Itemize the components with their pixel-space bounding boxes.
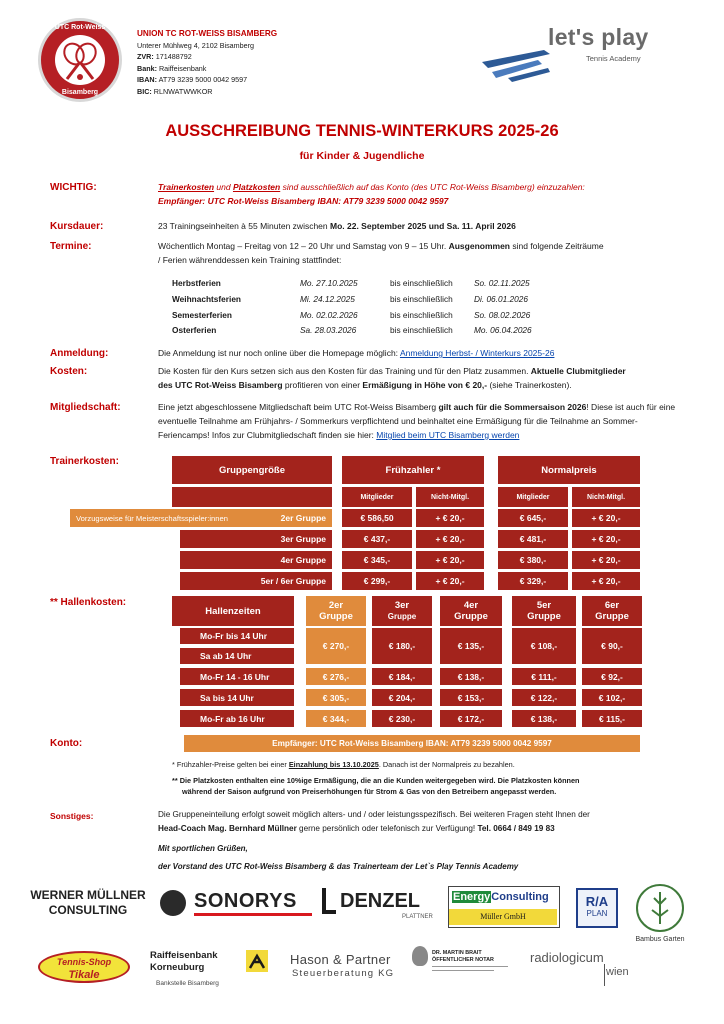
kursdauer-text: 23 Trainingseinheiten à 55 Minuten zwischen Mo. 22. September 2025 und Sa. 11. April 2026 bbox=[158, 221, 516, 231]
hall-time: Mo-Fr ab 16 Uhr bbox=[180, 710, 294, 727]
note-early: * Frühzahler-Preise gelten bei einer Einzahlung bis 13.10.2025. Danach ist der Normalpreis zu bezahlen. bbox=[172, 760, 515, 769]
hall-th-col: 5er Gruppe bbox=[512, 596, 576, 626]
th-norm-mem: Mitglieder bbox=[498, 487, 568, 507]
hall-th-col: 6er Gruppe bbox=[582, 596, 642, 626]
label-konto: Konto: bbox=[50, 738, 83, 749]
konto-bar: Empfänger: UTC Rot-Weiss Bisamberg IBAN: AT79 3239 5000 0042 9597 bbox=[184, 735, 640, 752]
tr-early-mem: € 586,50 bbox=[342, 509, 412, 527]
hall-cell: € 276,- bbox=[306, 668, 366, 685]
tr-norm-mem: € 380,- bbox=[498, 551, 568, 569]
hall-time: Mo-Fr bis 14 Uhr bbox=[180, 628, 294, 644]
label-mitgliedschaft: Mitgliedschaft: bbox=[50, 402, 121, 413]
notar-emblem-icon bbox=[412, 946, 428, 966]
tr-norm-mem: € 329,- bbox=[498, 572, 568, 590]
tr-group: 3er Gruppe bbox=[180, 530, 332, 548]
club-zvr: 171488792 bbox=[155, 52, 192, 62]
hall-cell: € 138,- bbox=[440, 668, 502, 685]
sponsor-raiffeisen: Raiffeisenbank Korneuburg bbox=[150, 950, 218, 973]
signoff: der Vorstand des UTC Rot-Weiss Bisamberg & das Trainerteam der Let`s Play Tennis Academy bbox=[158, 862, 519, 871]
hall-cell: € 102,- bbox=[582, 689, 642, 706]
page-subtitle: für Kinder & Jugendliche bbox=[299, 150, 425, 162]
club-name: UNION TC ROT-WEISS BISAMBERG bbox=[137, 29, 278, 38]
sponsor-radiologicum-wien: wien bbox=[606, 966, 629, 978]
tr-group: 2er Gruppe bbox=[280, 513, 326, 523]
wichtig-text: Trainerkosten und Platzkosten sind ausschließlich auf das Konto (des UTC Rot-Weiss Bisamberg) einzuzahlen: Empfänger: UTC Rot-Weiss Bisamberg IBAN: AT79 3239 5000 0042 9597 bbox=[158, 182, 585, 206]
club-bank: Raiffeisenbank bbox=[158, 63, 207, 73]
hall-cell: € 344,- bbox=[306, 710, 366, 727]
sponsor-tennis-shop-tikale: Tennis-Shop Tikale bbox=[38, 951, 130, 983]
hall-cell: € 305,- bbox=[306, 689, 366, 706]
denzel-mark-icon bbox=[322, 888, 336, 914]
hall-cell: € 122,- bbox=[512, 689, 576, 706]
notar-line-1 bbox=[432, 966, 508, 967]
tr-norm-non: + € 20,- bbox=[572, 572, 640, 590]
hall-cell: € 153,- bbox=[440, 689, 502, 706]
tr-norm-mem: € 481,- bbox=[498, 530, 568, 548]
radiologicum-divider bbox=[604, 964, 605, 986]
greeting: Mit sportlichen Grüßen, bbox=[158, 844, 248, 853]
tr-early-mem: € 299,- bbox=[342, 572, 412, 590]
raiffeisen-gable-icon bbox=[246, 950, 268, 972]
hall-cell: € 138,- bbox=[512, 710, 576, 727]
th-normal: Normalpreis bbox=[498, 456, 640, 484]
hall-cell: € 230,- bbox=[372, 710, 432, 727]
club-iban: AT79 3239 5000 0042 9597 bbox=[158, 75, 248, 85]
sonstiges-text: Die Gruppeneinteilung erfolgt soweit möglich alters- und / oder leistungsspezifisch. Bei weiteren Fragen steht Ihnen der Head-Coach Mag. Bernhard Müllner gerne persönlich oder telefonisch zur Verfügung! Tel. 0664 / 849 19 83 bbox=[158, 810, 590, 833]
hall-cell: € 204,- bbox=[372, 689, 432, 706]
tr-early-mem: € 345,- bbox=[342, 551, 412, 569]
th-norm-non: Nicht-Mitgl. bbox=[572, 487, 640, 507]
sponsor-bambus: Bambus Garten bbox=[635, 936, 685, 943]
hall-th-col: 3er Gruppe bbox=[372, 596, 432, 626]
pre-label: Vorzugsweise für Meisterschaftsspieler:innen bbox=[76, 513, 228, 523]
th-early: Frühzahler * bbox=[342, 456, 484, 484]
th-early-mem: Mitglieder bbox=[342, 487, 412, 507]
tr-norm-mem: € 645,- bbox=[498, 509, 568, 527]
anmeldung-link[interactable]: Anmeldung Herbst- / Winterkurs 2025-26 bbox=[399, 348, 555, 358]
tr-early-mem: € 437,- bbox=[342, 530, 412, 548]
sponsor-werner-muellner: WERNER MÜLLNER CONSULTING bbox=[30, 888, 146, 917]
sponsor-ra-plan: R/A PLAN bbox=[576, 888, 618, 928]
club-info: UNION TC ROT-WEISS BISAMBERG Unterer Mühlweg 4, 2102 Bisamberg ZVR: 171488792 Bank: Raiffeisenbank IBAN: AT79 3239 5000 0042 9597 BIC: RLNWATWWKOR bbox=[137, 29, 278, 96]
denzel-sub: PLATTNER bbox=[402, 914, 433, 920]
notar-line-2 bbox=[432, 970, 494, 971]
club-bic: RLNWATWWKOR bbox=[153, 86, 213, 96]
sponsor-energy-consulting: EnergyConsulting Müller GmbH bbox=[448, 886, 560, 928]
partner-logo-text: let's play bbox=[548, 24, 649, 50]
hall-th-col: 2er Gruppe bbox=[306, 596, 366, 626]
tr-norm-non: + € 20,- bbox=[572, 551, 640, 569]
hall-cell: € 108,- bbox=[512, 628, 576, 664]
mitgliedschaft-text: Eine jetzt abgeschlossene Mitgliedschaft beim UTC Rot-Weiss Bisamberg gilt auch für die Sommersaison 2026! Diese ist auch für eine eventuelle Teilnahme am Frühjahrs- / Sommerkurs verpflichtend und beinhaltet eine Ermäßigung für die Teilnahme an Sommer-Feriencamps! Infos zur Clubmitgliedschaft finden sie hier: Mitglied beim UTC Bisamberg werden bbox=[158, 402, 676, 440]
th-early-non: Nicht-Mitgl. bbox=[416, 487, 484, 507]
label-wichtig: WICHTIG: bbox=[50, 182, 97, 193]
tr-group: 5er / 6er Gruppe bbox=[180, 572, 332, 590]
partner-logo-sub: Tennis Academy bbox=[586, 54, 641, 63]
page-title: AUSSCHREIBUNG TENNIS-WINTERKURS 2025-26 bbox=[165, 122, 559, 140]
hall-cell: € 115,- bbox=[582, 710, 642, 727]
tr-norm-non: + € 20,- bbox=[572, 530, 640, 548]
sponsor-crest-icon bbox=[160, 890, 186, 916]
club-logo-ring-top: UTC Rot-Weiss bbox=[54, 24, 106, 31]
hall-time: Sa bis 14 Uhr bbox=[180, 689, 294, 706]
tr-early-non: + € 20,- bbox=[416, 572, 484, 590]
hall-cell: € 180,- bbox=[372, 628, 432, 664]
th-group: Gruppengröße bbox=[172, 456, 332, 484]
sonorys-underline bbox=[194, 913, 312, 916]
raiffeisen-branch: Bankstelle Bisamberg bbox=[156, 980, 219, 987]
tr-norm-non: + € 20,- bbox=[572, 509, 640, 527]
bambus-logo-icon bbox=[636, 884, 684, 932]
tr-early-non: + € 20,- bbox=[416, 551, 484, 569]
hall-cell: € 92,- bbox=[582, 668, 642, 685]
hall-cell: € 270,- bbox=[306, 628, 366, 664]
label-hallenkosten: ** Hallenkosten: bbox=[50, 597, 127, 608]
hall-time: Sa ab 14 Uhr bbox=[180, 648, 294, 664]
mitglied-link[interactable]: Mitglied beim UTC Bisamberg werden bbox=[376, 430, 520, 440]
hall-cell: € 111,- bbox=[512, 668, 576, 685]
sponsor-sonorys: SONORYS bbox=[194, 890, 297, 912]
tr-early-non: + € 20,- bbox=[416, 530, 484, 548]
sponsor-hason: Hason & Partner bbox=[290, 952, 391, 967]
hall-cell: € 135,- bbox=[440, 628, 502, 664]
label-sonstiges: Sonstiges: bbox=[50, 811, 94, 821]
tr-early-non: + € 20,- bbox=[416, 509, 484, 527]
club-address: Unterer Mühlweg 4, 2102 Bisamberg bbox=[137, 40, 255, 50]
label-anmeldung: Anmeldung: bbox=[50, 348, 109, 359]
club-logo-ring-bottom: Bisamberg bbox=[61, 89, 99, 96]
sponsor-notar: DR. MARTIN BRAIT ÖFFENTLICHER NOTAR bbox=[432, 950, 494, 963]
anmeldung-text: Die Anmeldung ist nur noch online über die Homepage möglich: Anmeldung Herbst- / Winterkurs 2025-26 bbox=[158, 348, 555, 358]
hall-th-col: 4er Gruppe bbox=[440, 596, 502, 626]
hall-cell: € 90,- bbox=[582, 628, 642, 664]
label-kursdauer: Kursdauer: bbox=[50, 221, 104, 232]
label-termine: Termine: bbox=[50, 241, 92, 252]
kosten-text: Die Kosten für den Kurs setzen sich aus den Kosten für das Training und für den Platz zusammen. Aktuelle Clubmitglieder des UTC Rot-Weiss Bisamberg profitieren von einer Ermäßigung in Höhe von € 20,- (siehe Trainerkosten). bbox=[158, 366, 626, 390]
sponsor-denzel: DENZEL bbox=[340, 890, 420, 912]
hall-th-times: Hallenzeiten bbox=[172, 596, 294, 626]
hall-cell: € 184,- bbox=[372, 668, 432, 685]
hall-time: Mo-Fr 14 - 16 Uhr bbox=[180, 668, 294, 685]
note-hall: ** Die Platzkosten enthalten eine 10%ige Ermäßigung, die an die Kunden weitergegeben wird. Die Platzkosten können während der Saison aufgrund von Preiserhöhungen für Strom & Gas von den Betreibern angepasst werden. bbox=[172, 776, 580, 796]
sponsor-radiologicum: radiologicum bbox=[530, 950, 604, 965]
sponsor-hason-sub: Steuerberatung KG bbox=[292, 968, 395, 979]
club-logo bbox=[38, 18, 122, 102]
label-kosten: Kosten: bbox=[50, 366, 88, 377]
hall-cell: € 172,- bbox=[440, 710, 502, 727]
crossed-rackets-icon bbox=[55, 35, 105, 85]
tr-group: 4er Gruppe bbox=[180, 551, 332, 569]
th-empty bbox=[172, 487, 332, 507]
table-row bbox=[70, 509, 332, 527]
label-trainerkosten: Trainerkosten: bbox=[50, 456, 119, 467]
termine-text: Wöchentlich Montag – Freitag von 12 – 20 Uhr und Samstag von 9 – 15 Uhr. Ausgenommen sind folgende Zeiträume / Ferien währenddessen kein Training stattfindet: bbox=[158, 241, 604, 265]
